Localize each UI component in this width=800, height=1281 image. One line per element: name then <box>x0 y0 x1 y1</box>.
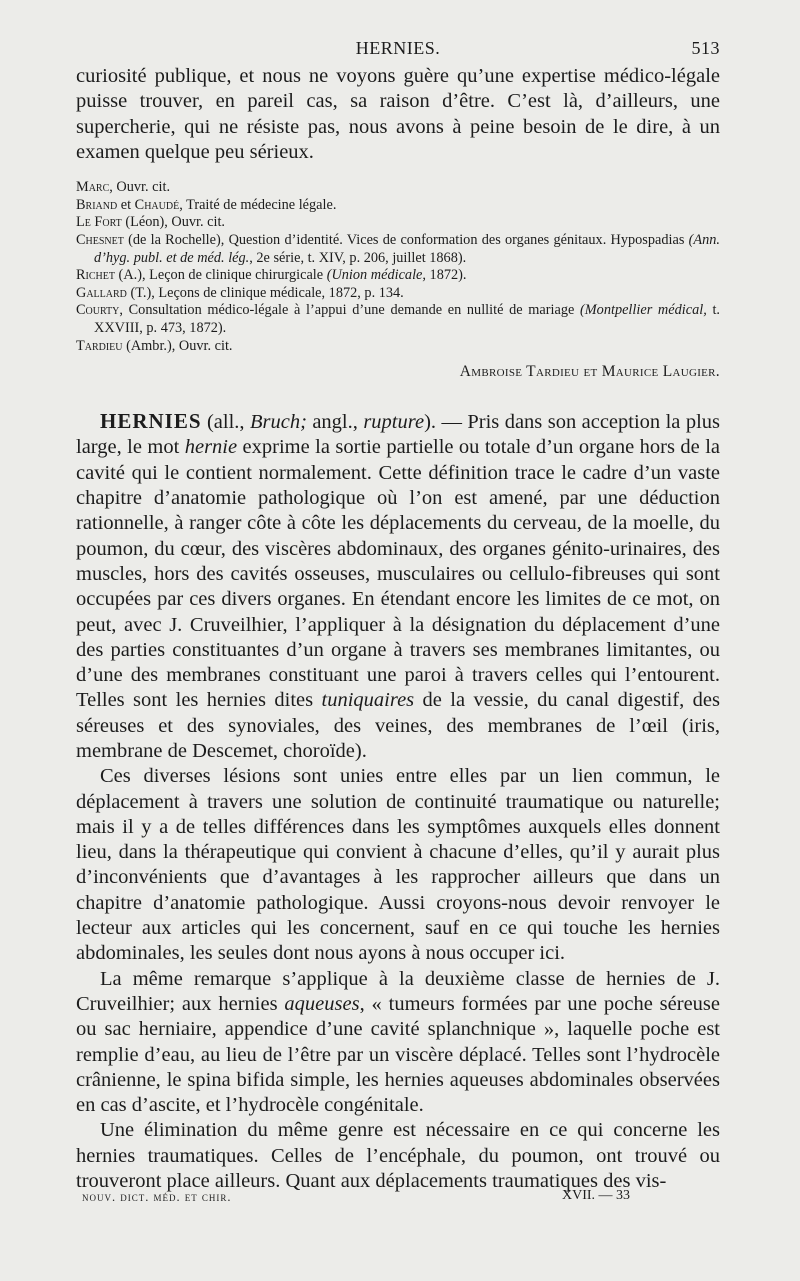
ref-text: et <box>117 196 135 213</box>
bibliography-entry <box>76 197 720 215</box>
ref-text: t. XXVIII, p. 473, 1872). <box>94 302 721 336</box>
article-hernies <box>76 409 720 1194</box>
ref-text: (T.), Leçons de clinique médicale, 1872, p. 134. <box>126 284 404 301</box>
ref-author: Courty <box>76 302 120 319</box>
bibliography-entry <box>76 214 720 232</box>
running-head <box>76 38 720 64</box>
emphasis-term: hernie <box>184 436 238 459</box>
footer-volume-sheet: XVII. — 33 <box>562 1188 631 1203</box>
article-paragraph: Une élimination du même genre est nécessaire en ce qui concerne les hernies traumatiques. Celles de l’encéphale, du poumon, ont trouvé ou trouveront place ailleurs. Quant aux déplacements traumatiques des vis- <box>76 1119 720 1193</box>
page-number: 513 <box>691 38 720 58</box>
ref-author: Le Fort <box>76 214 122 231</box>
ref-journal: (Ann. d’hyg. publ. et de méd. lég. <box>94 231 720 266</box>
ref-text: (Léon), Ouvr. cit. <box>121 214 226 231</box>
ref-journal: (Montpellier médical, <box>580 302 707 319</box>
ref-author: Chesnet <box>76 231 124 248</box>
paragraph-text: exprime la sortie partielle ou totale d’un organe hors de la cavité qui le contient normalement. Cette définition trace le cadre d’un vaste chapitre d’anatomie pathologique où l’on est amené, par une déduction rationnelle, à ranger côte à côte les déplacements du cerveau, de la moelle, du poumon, du cœur, des viscères abdominaux, des organes génito-urinaires, des muscles, hors des cavités osseuses, musculaires ou cellulo-fibreuses qui sont occupées par ces divers organes. En étendant encore les limites de ce mot, on peut, avec J. Cruveilhier, l’appliquer à la désignation du déplacement d’une des parties constituantes d’un organe à travers ses membranes limitantes, ou d’une des membranes constituant une paroi à travers celles qui l’entourent. Telles sont les hernies dites <box>76 436 720 712</box>
ref-journal: (Union médicale, <box>326 267 426 284</box>
ref-text: (de la Rochelle), Question d’identité. Vices de conformation des organes génitaux. Hypospadias <box>123 231 689 248</box>
bibliography-entry <box>76 338 720 356</box>
ref-author: Tardieu <box>76 337 123 354</box>
page-footer <box>76 1188 720 1208</box>
ref-author: Richet <box>76 267 115 284</box>
bibliography-entry <box>76 267 720 285</box>
ref-author: Gallard <box>76 284 127 301</box>
article-headword: HERNIES <box>100 409 202 434</box>
article-paragraph: Ces diverses lésions sont unies entre elles par un lien commun, le déplacement à travers une solution de continuité traumatique ou naturelle; mais il y a de telles différences dans les symptômes auxquels elles donnent lieu, dans la thérapeutique qui convient à chacune d’elles, qu’il y aurait plus d’inconvénients que d’avantages à les rapprocher ailleurs que dans un chapitre d’anatomie pathologique. Aussi croyons-nous devoir renvoyer le lecteur aux articles qui les concernent, sauf en ce qui touche les hernies abdominales, les seules dont nous ayons à nous occuper ici. <box>76 765 720 965</box>
opening-paragraph: curiosité publique, et nous ne voyons guère qu’une expertise médico-légale puisse trouver, en pareil cas, sa raison d’être. C’est là, d’ailleurs, une supercherie, qui ne résiste pas, nous avons à peine besoin de le dire, à un examen quelque peu sérieux. <box>76 65 720 163</box>
bibliography-entry <box>76 232 720 267</box>
ref-text: , Traité de médecine légale. <box>179 196 337 213</box>
bibliography-entry <box>76 302 720 337</box>
etymology-german: Bruch; <box>249 411 307 434</box>
bibliography-entry <box>76 285 720 303</box>
emphasis-term: aqueuses <box>284 992 360 1015</box>
etymology-text: ). — <box>424 411 468 434</box>
ref-text: 1872). <box>425 267 467 284</box>
paragraph-text: de la vessie, du canal digestif, des séreuses et des synoviales, des veines, des membranes de l’œil (iris, membrane de Descemet, choroïde). <box>76 689 720 762</box>
continued-text <box>76 64 720 165</box>
ref-text: , Consultation médico-légale à l’appui d’une demande en nullité de mariage <box>119 302 580 319</box>
ref-text: (Ambr.), Ouvr. cit. <box>122 337 233 354</box>
article-paragraph <box>76 967 720 1119</box>
ref-text: , Ouvr. cit. <box>109 179 171 196</box>
emphasis-term: tuniquaires <box>321 689 415 712</box>
article-paragraph <box>76 409 720 764</box>
ref-text: , 2e série, t. XIV, p. 206, juillet 1868). <box>249 249 467 266</box>
etymology-text: angl., <box>306 411 364 434</box>
ref-text: (A.), Leçon de clinique chirurgicale <box>114 267 327 284</box>
ref-author: Briand <box>76 196 118 213</box>
bibliography-entry <box>76 179 720 197</box>
etymology-english: rupture <box>363 411 425 434</box>
ref-author: Marc <box>76 179 110 196</box>
author-signature: Ambroise Tardieu et Maurice Laugier. <box>459 363 720 381</box>
footer-signature-mark: nouv. dict. méd. et chir. <box>82 1190 232 1204</box>
paragraph-text: , « tumeurs formées par une poche séreuse ou sac herniaire, appendice d’une cavité splanchnique », laquelle poche est remplie d’eau, au lieu de l’être par un viscère déplacé. Telles sont l’hydrocèle crânienne, le spina bifida simple, les hernies aqueuses abdominales observées en cas d’ascite, et l’hydrocèle congénitale. <box>76 992 720 1117</box>
paragraph-text: La même remarque s’applique à la deuxième classe de hernies de J. Cruveilhier; aux hernies <box>76 967 720 1015</box>
ref-author: Chaudé <box>134 196 180 213</box>
etymology-text: (all., <box>201 411 250 434</box>
running-head-title: HERNIES. <box>355 38 441 58</box>
bibliography <box>76 179 720 355</box>
paragraph-text: Pris dans son acception la plus large, le mot <box>76 411 720 459</box>
